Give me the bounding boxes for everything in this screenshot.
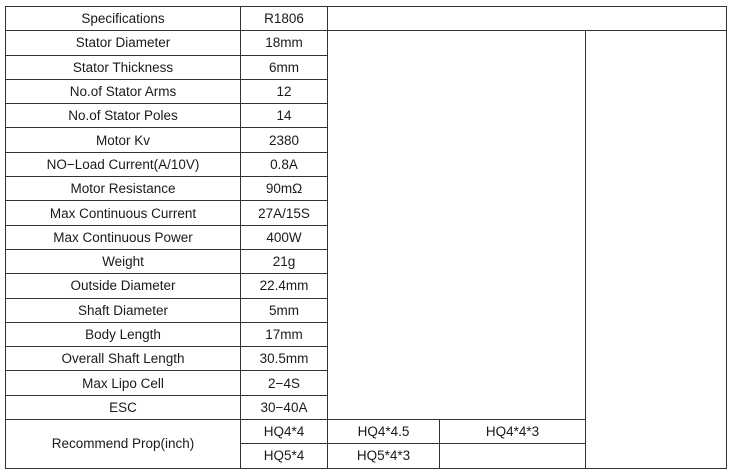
spec-label-cell: Weight xyxy=(6,249,241,273)
spec-label-cell: Max Continuous Power xyxy=(6,225,241,249)
spec-label-cell: No.of Stator Poles xyxy=(6,104,241,128)
prop-empty-cell xyxy=(440,444,586,468)
spec-label-cell: Overall Shaft Length xyxy=(6,347,241,371)
prop-label-cell: Recommend Prop(inch) xyxy=(6,420,241,469)
spec-label-cell: Shaft Diameter xyxy=(6,298,241,322)
spec-value-cell: 0.8A xyxy=(241,152,328,176)
spec-label-cell: Max Lipo Cell xyxy=(6,371,241,395)
spec-label-cell: Max Continuous Current xyxy=(6,201,241,225)
table-row xyxy=(6,31,727,55)
header-model-cell: R1806 xyxy=(241,7,328,31)
header-empty-cell xyxy=(328,7,727,31)
spec-value-cell: 27A/15S xyxy=(241,201,328,225)
spec-value-cell: 18mm xyxy=(241,31,328,55)
spec-label-cell: ESC xyxy=(6,395,241,419)
blank-area xyxy=(328,31,586,420)
spec-label-cell: No.of Stator Arms xyxy=(6,79,241,103)
spec-value-cell: 21g xyxy=(241,249,328,273)
prop-value-cell: HQ4*4 xyxy=(241,420,328,444)
table-header-row xyxy=(6,7,727,31)
spec-label-cell: Outside Diameter xyxy=(6,274,241,298)
spec-value-cell: 400W xyxy=(241,225,328,249)
spec-value-cell: 17mm xyxy=(241,322,328,346)
spec-value-cell: 30−40A xyxy=(241,395,328,419)
spec-label-cell: Stator Thickness xyxy=(6,55,241,79)
specifications-table xyxy=(5,6,727,469)
spec-value-cell: 5mm xyxy=(241,298,328,322)
header-label-cell: Specifications xyxy=(6,7,241,31)
prop-value-cell: HQ5*4*3 xyxy=(328,444,440,468)
blank-right-column xyxy=(586,31,727,468)
spec-label-cell: Motor Resistance xyxy=(6,177,241,201)
spec-value-cell: 2−4S xyxy=(241,371,328,395)
prop-value-cell: HQ5*4 xyxy=(241,444,328,468)
spec-value-cell: 14 xyxy=(241,104,328,128)
spec-label-cell: NO−Load Current(A/10V) xyxy=(6,152,241,176)
spec-label-cell: Body Length xyxy=(6,322,241,346)
spec-label-cell: Motor Kv xyxy=(6,128,241,152)
spec-value-cell: 2380 xyxy=(241,128,328,152)
spec-value-cell: 12 xyxy=(241,79,328,103)
spec-value-cell: 6mm xyxy=(241,55,328,79)
prop-value-cell: HQ4*4*3 xyxy=(440,420,586,444)
spec-value-cell: 30.5mm xyxy=(241,347,328,371)
spec-value-cell: 90mΩ xyxy=(241,177,328,201)
prop-value-cell: HQ4*4.5 xyxy=(328,420,440,444)
spec-label-cell: Stator Diameter xyxy=(6,31,241,55)
spec-value-cell: 22.4mm xyxy=(241,274,328,298)
